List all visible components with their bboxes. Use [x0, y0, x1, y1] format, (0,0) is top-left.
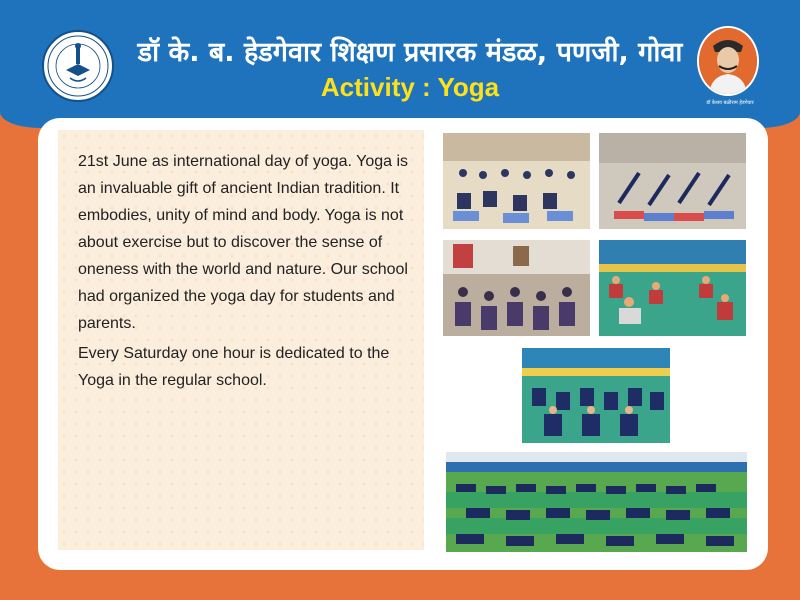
photo-hall-seated	[443, 133, 590, 229]
institution-title: डॉ के. ब. हेडगेवार शिक्षण प्रसारक मंडळ, पणजी, गोवा	[137, 37, 683, 68]
founder-portrait	[697, 26, 759, 96]
header-banner	[0, 0, 800, 128]
photo-hall-stretch	[599, 133, 746, 229]
portrait-caption: डॉ केशव बळीराम हेडगेवार	[706, 100, 754, 106]
description-paragraph-1: 21st June as international day of yoga. Yoga is an invaluable gift of ancient Indian tradition. It embodies, unity of mind and body. Yoga is not about exercise but to discover the sense of oneness with the world and nature. Our school had organized the yoga day for students and parents.	[78, 153, 409, 332]
description-box	[58, 130, 424, 550]
photo-stadium-group	[522, 348, 670, 443]
page-title: Activity : Yoga	[320, 72, 500, 102]
school-emblem-icon	[42, 30, 114, 102]
photo-stadium-wide	[446, 452, 747, 552]
photo-stadium-students	[599, 240, 746, 336]
description-paragraph-2: Every Saturday one hour is dedicated to the Yoga in the regular school.	[78, 345, 390, 389]
photo-classroom	[443, 240, 590, 336]
